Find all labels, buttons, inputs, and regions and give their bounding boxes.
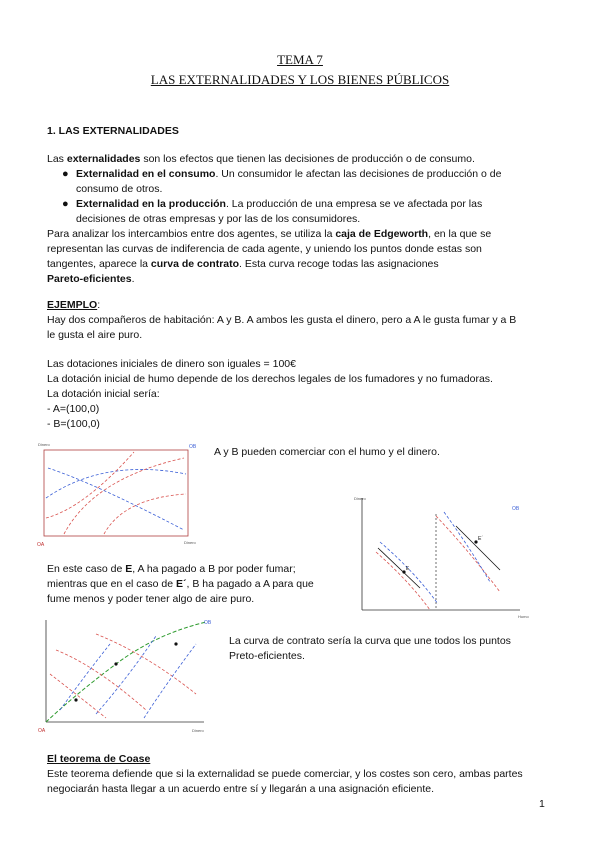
contract-curve-figure	[36, 614, 226, 736]
page-title: LAS EXTERNALIDADES Y LOS BIENES PÚBLICOS	[150, 72, 450, 87]
price-line	[456, 526, 500, 570]
x-axis-label: Dinero	[192, 728, 204, 733]
tangency-point	[174, 642, 177, 645]
indifference-curve-blue	[46, 469, 186, 498]
x-axis-label: Humo	[518, 614, 529, 619]
origin-a-label: OA	[38, 728, 46, 734]
indifference-curve-red	[50, 674, 106, 718]
e-prime-label: E´	[478, 536, 483, 542]
bullet-item: ● Externalidad en el consumo. Un consumidor le afectan las decisiones de producción o de	[62, 168, 502, 180]
indifference-curve-blue	[48, 468, 184, 530]
origin-a-label: OA	[37, 542, 45, 548]
intro-paragraph: Las externalidades son los efectos que tienen las decisiones de producción o de consumo.	[47, 153, 475, 165]
indifference-curve-blue	[380, 542, 438, 604]
coase-text: Este teorema defiende que si la externalidad se puede comerciar, y los costes son cero, ambas partes negociarán hasta llegar a un acuerdo entre sí y llegarán a una asignación eficiente.	[47, 768, 523, 795]
edgeworth-paragraph: Para analizar los intercambios entre dos agentes, se utiliza la caja de Edgeworth, en la que se representan las curvas de indiferencia de cada agente, y uniendo los puntos donde estas son tangentes, aparece la curva de contrato. Esta curva recoge todas las asignaciones Pareto-eficientes.	[47, 228, 492, 285]
topic-title: TEMA 7	[277, 52, 323, 67]
smoke-money-figure	[340, 492, 540, 624]
indifference-curve-blue	[96, 636, 156, 714]
bullet-item: ● Externalidad en la producción. La producción de una empresa se ve afectada por las	[62, 198, 483, 210]
x-axis-label: Dinero	[184, 540, 196, 545]
endowment-text: Las dotaciones iniciales de dinero son iguales = 100€ La dotación inicial de humo depende de los derechos legales de los fumadores y no fumadoras. La dotación inicial sería: - A=(100,0) - B=(100,0)	[47, 358, 493, 430]
origin-b-label: OB	[512, 506, 520, 512]
e-label: E	[406, 566, 410, 572]
coase-heading: El teorema de Coase	[47, 753, 151, 765]
indifference-curve-red	[436, 516, 500, 592]
y-axis-label: Dinero	[354, 496, 366, 501]
y-axis-label: Dinero	[38, 442, 50, 447]
trade-text: A y B pueden comerciar con el humo y el dinero.	[214, 446, 440, 458]
contract-curve-text: La curva de contrato sería la curva que une todos los puntos Preto-eficientes.	[229, 635, 511, 662]
origin-b-label: OB	[204, 620, 212, 626]
section-heading: 1. LAS EXTERNALIDADES	[47, 125, 179, 137]
box-border	[44, 450, 188, 536]
origin-b-label: OB	[189, 444, 197, 450]
tangency-point	[74, 698, 77, 701]
example-heading: EJEMPLO:	[47, 299, 101, 311]
price-line	[378, 548, 420, 588]
indifference-curve-red	[46, 452, 134, 518]
indifference-curve-blue	[60, 644, 110, 710]
indifference-curve-blue	[444, 512, 490, 582]
indifference-curve-red	[104, 494, 186, 534]
page-number: 1	[539, 798, 545, 810]
indifference-curve-red	[376, 552, 430, 610]
contract-curve	[46, 622, 206, 722]
edgeworth-box-figure	[34, 438, 206, 550]
tangency-point	[114, 662, 117, 665]
e-explanation: En este caso de E, A ha pagado a B por poder fumar; mientras que en el caso de E´, B ha pagado a A para que fume menos y poder tener algo de aire puro.	[47, 563, 314, 605]
indifference-curve-blue	[144, 644, 196, 718]
example-text: Hay dos compañeros de habitación: A y B. A ambos les gusta el dinero, pero a A le gusta fumar y a B le gusta el aire puro.	[47, 314, 517, 341]
bullet-list: ● Externalidad en el consumo. Un consumidor le afectan las decisiones de producción o de consumo de otros. ● Externalidad en la producción. La producción de una empresa se ve afectada por las decisiones de otras empresas y por las de los consumidores.	[62, 167, 548, 227]
